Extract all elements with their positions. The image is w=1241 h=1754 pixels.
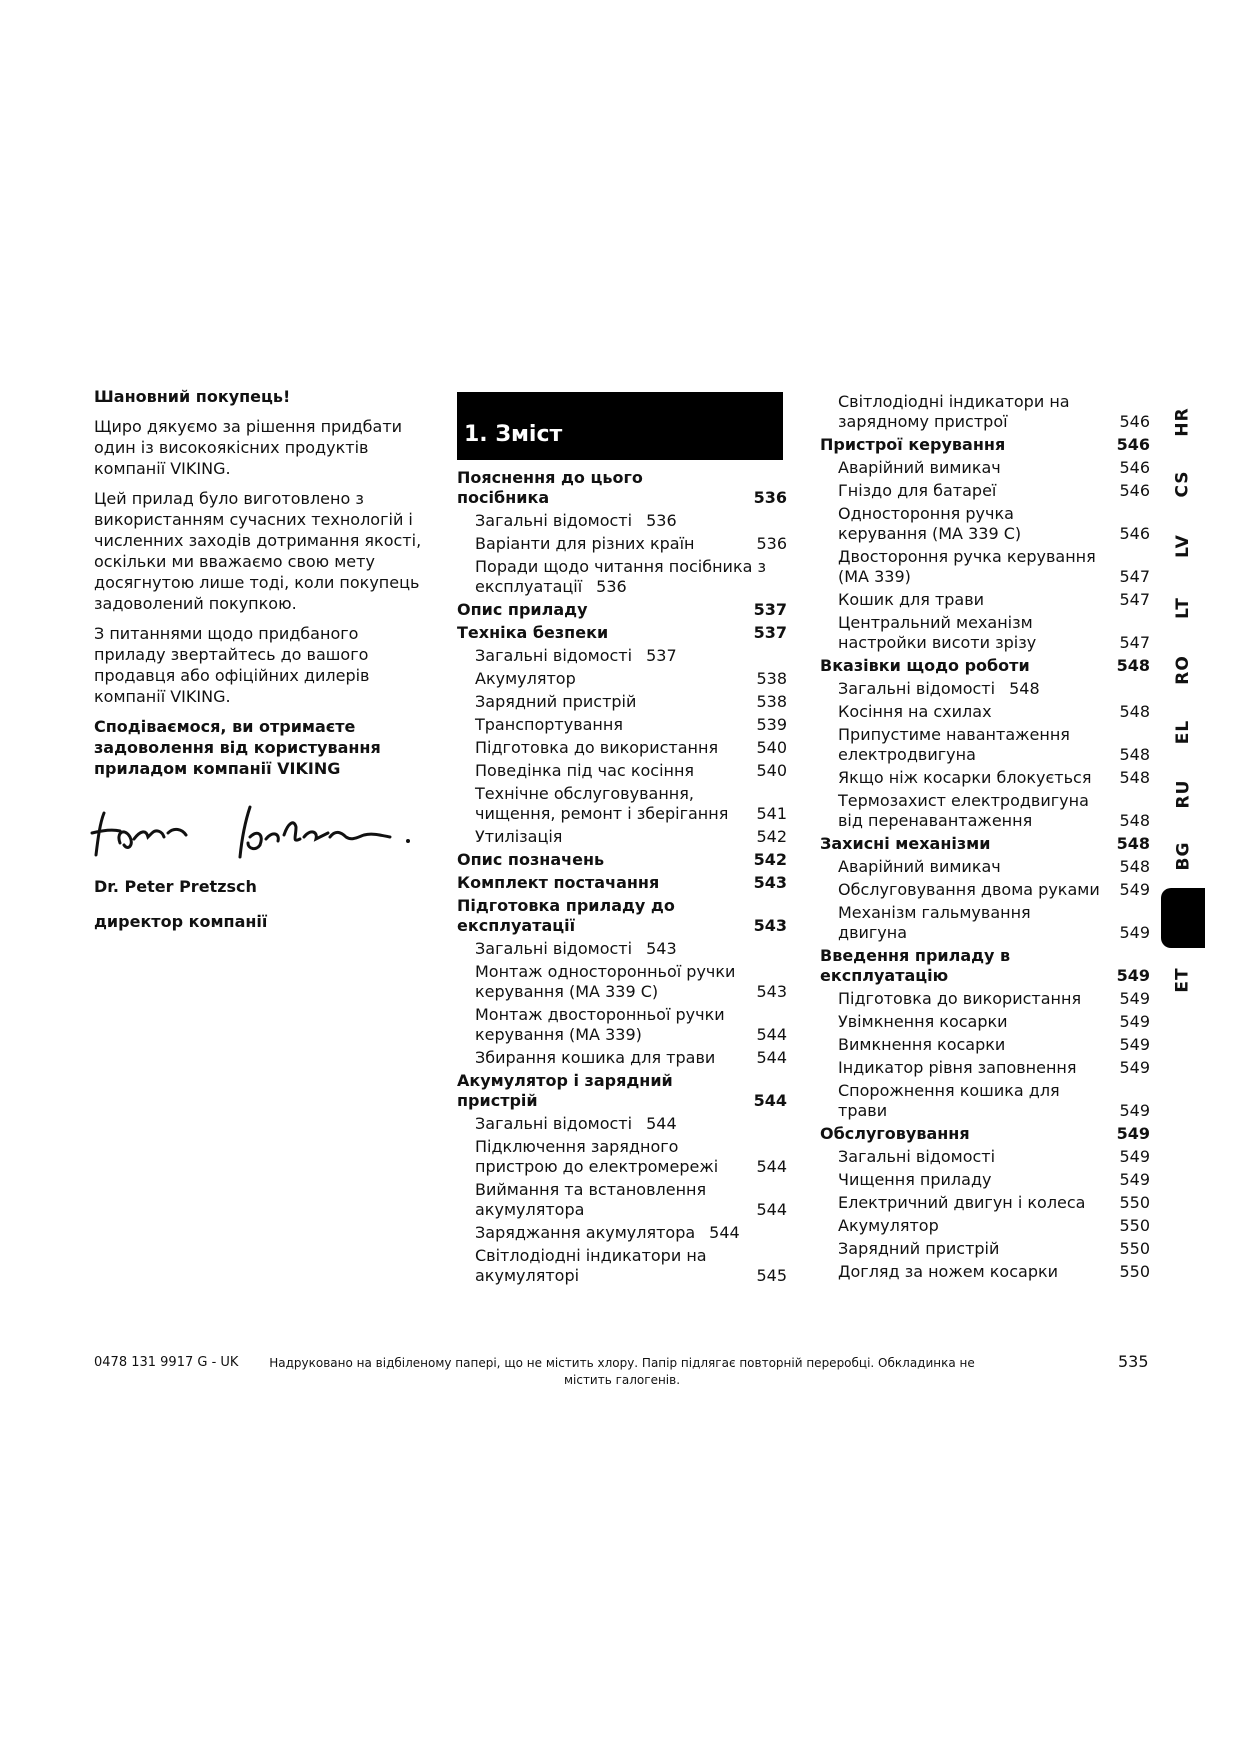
toc-entry-page: 548 — [1119, 857, 1150, 876]
toc-entry-title: Гніздо для батареї — [838, 481, 997, 500]
toc-subsection — [457, 962, 787, 1002]
toc-entry-title: Чищення приладу — [838, 1170, 992, 1189]
toc-subsection — [457, 692, 787, 712]
toc-entry-page: 537 — [753, 623, 787, 642]
toc-entry-page: 546 — [1116, 435, 1150, 454]
toc-entry-page: 549 — [1119, 989, 1150, 1008]
language-tab-lt — [1161, 578, 1205, 638]
toc-subsection — [820, 1193, 1150, 1213]
toc-subsection — [820, 590, 1150, 610]
toc-entry-page: 547 — [1119, 567, 1150, 586]
toc-entry-page: 549 — [1119, 1170, 1150, 1189]
toc-entry-title: Підготовка до використання — [475, 738, 719, 757]
toc-subsection — [457, 1114, 787, 1134]
toc-entry-title: Захисні механізми — [820, 834, 991, 853]
toc-subsection — [457, 761, 787, 781]
toc-subsection — [820, 768, 1150, 788]
toc-entry-title: Вказівки щодо роботи — [820, 656, 1030, 675]
toc-entry-title: Увімкнення косарки — [838, 1012, 1008, 1031]
language-tab-label: LT — [1173, 597, 1193, 619]
toc-entry-page: 549 — [1116, 966, 1150, 985]
toc-entry-page: 546 — [1119, 412, 1150, 431]
toc-entry-page: 544 — [753, 1091, 787, 1110]
signer-name: Dr. Peter Pretzsch — [94, 877, 257, 896]
language-tab-lv — [1161, 516, 1205, 576]
toc-entry-page: 545 — [756, 1266, 787, 1285]
toc-subsection — [820, 481, 1150, 501]
toc-entry-title: Монтаж двосторонньої ручки керування (MA 339) — [475, 1005, 725, 1044]
toc-entry-title: Загальні відомості 544 — [475, 1114, 677, 1133]
toc-entry-page: 548 — [1116, 656, 1150, 675]
toc-entry-title: Монтаж односторонньої ручки керування (MA 339 C) — [475, 962, 736, 1001]
toc-entry-title: Механізм гальмування двигуна — [838, 903, 1031, 942]
toc-entry-title: Загальні відомості 536 — [475, 511, 677, 530]
toc-entry-title: Загальні відомості 543 — [475, 939, 677, 958]
toc-entry-page: 536 — [596, 577, 627, 596]
language-tab-uk — [1161, 888, 1205, 948]
language-tab-bg — [1161, 826, 1205, 886]
toc-entry-page: 539 — [756, 715, 787, 734]
toc-entry-title: Збирання кошика для трави — [475, 1048, 716, 1067]
toc-subsection — [457, 738, 787, 758]
toc-entry-page: 536 — [753, 488, 787, 507]
toc-subsection — [820, 1239, 1150, 1259]
toc-entry-page: 549 — [1119, 1058, 1150, 1077]
toc-entry-title: Обслуговування — [820, 1124, 970, 1143]
toc-entry-page: 550 — [1119, 1262, 1150, 1281]
toc-subsection — [820, 1262, 1150, 1282]
toc-entry-title: Загальні відомості 537 — [475, 646, 677, 665]
toc-entry-page: 543 — [646, 939, 677, 958]
language-tab-label: LV — [1173, 534, 1193, 558]
language-tab-el — [1161, 702, 1205, 762]
toc-entry-page: 550 — [1119, 1216, 1150, 1235]
toc-entry-title: Технічне обслуговування, чищення, ремонт і зберігання — [475, 784, 729, 823]
toc-entry-page: 542 — [756, 827, 787, 846]
toc-entry-title: Заряджання акумулятора 544 — [475, 1223, 740, 1242]
toc-entry-page: 547 — [1119, 590, 1150, 609]
toc-subsection — [820, 1081, 1150, 1121]
toc-entry-title: Одностороння ручка керування (MA 339 C) — [838, 504, 1022, 543]
toc-subsection — [820, 679, 1150, 699]
toc-entry-title: Світлодіодні індикатори на зарядному пристрої — [838, 392, 1070, 431]
toc-subsection — [457, 534, 787, 554]
toc-entry-title: Виймання та встановлення акумулятора — [475, 1180, 707, 1219]
toc-subsection — [457, 557, 787, 597]
toc-section — [457, 600, 787, 620]
toc-entry-title: Косіння на схилах — [838, 702, 992, 721]
toc-entry-page: 550 — [1119, 1193, 1150, 1212]
toc-entry-page: 541 — [756, 804, 787, 823]
toc-entry-page: 546 — [1119, 481, 1150, 500]
toc-entry-title: Обслуговування двома руками — [838, 880, 1100, 899]
toc-entry-page: 548 — [1119, 811, 1150, 830]
toc-entry-page: 548 — [1119, 702, 1150, 721]
toc-entry-page: 549 — [1116, 1124, 1150, 1143]
toc-entry-page: 548 — [1119, 745, 1150, 764]
toc-entry-page: 546 — [1119, 458, 1150, 477]
toc-section — [457, 468, 787, 508]
language-tab-cs — [1161, 454, 1205, 514]
toc-entry-title: Акумулятор — [475, 669, 576, 688]
toc-entry-title: Варіанти для різних країн — [475, 534, 695, 553]
toc-entry-page: 549 — [1119, 1035, 1150, 1054]
language-tab-label: EL — [1172, 719, 1193, 745]
toc-entry-title: Транспортування — [475, 715, 623, 734]
toc-section — [457, 873, 787, 893]
language-tab-label: RU — [1173, 779, 1193, 809]
toc-subsection — [820, 702, 1150, 722]
toc-entry-title: Зарядний пристрій — [838, 1239, 1000, 1258]
toc-entry-title: Загальні відомості 548 — [838, 679, 1040, 698]
toc-subsection — [820, 1170, 1150, 1190]
toc-subsection — [457, 827, 787, 847]
toc-entry-title: Підготовка до використання — [838, 989, 1082, 1008]
language-tab-ru — [1161, 764, 1205, 824]
toc-entry-page: 543 — [753, 916, 787, 935]
toc-subsection — [820, 392, 1150, 432]
toc-entry-title: Акумулятор і зарядний пристрій — [457, 1071, 673, 1110]
toc-subsection — [457, 1246, 787, 1286]
toc-subsection — [820, 989, 1150, 1009]
toc-section — [457, 1071, 787, 1111]
toc-section — [457, 623, 787, 643]
paper-note: Надруковано на відбіленому папері, що не містить хлору. Папір підлягає повторній переробці. Обкладинка не містить галогенів. — [269, 1356, 975, 1387]
toc-entry-page: 544 — [756, 1025, 787, 1044]
toc-entry-title: Пояснення до цього посібника — [457, 468, 643, 507]
toc-entry-page: 537 — [753, 600, 787, 619]
toc-entry-title: Світлодіодні індикатори на акумуляторі — [475, 1246, 707, 1285]
toc-entry-page: 549 — [1119, 1101, 1150, 1120]
toc-entry-page: 536 — [646, 511, 677, 530]
toc-entry-title: Підключення зарядного пристрою до електромережі — [475, 1137, 719, 1176]
toc-subsection — [820, 1058, 1150, 1078]
toc-entry-title: Електричний двигун і колеса — [838, 1193, 1086, 1212]
language-tab-label: CS — [1172, 470, 1193, 498]
language-tab-hr — [1161, 392, 1205, 452]
toc-entry-page: 544 — [709, 1223, 740, 1242]
toc-section — [820, 834, 1150, 854]
letter-paragraph-3: З питаннями щодо придбаного приладу звертайтесь до вашого продавця або офіційних дилерів компанії VIKING. — [94, 624, 370, 706]
toc-entry-page: 549 — [1119, 923, 1150, 942]
toc-entry-page: 548 — [1116, 834, 1150, 853]
toc-entry-page: 542 — [753, 850, 787, 869]
toc-subsection — [820, 880, 1150, 900]
toc-subsection — [457, 1005, 787, 1045]
toc-entry-page: 544 — [646, 1114, 677, 1133]
language-tab-label: RO — [1172, 655, 1193, 685]
toc-subsection — [457, 511, 787, 531]
toc-subsection — [457, 939, 787, 959]
toc-subsection — [820, 903, 1150, 943]
toc-entry-page: 538 — [756, 692, 787, 711]
toc-entry-title: Техніка безпеки — [457, 623, 609, 642]
toc-column-3 — [820, 392, 1150, 1285]
toc-subsection — [820, 1035, 1150, 1055]
document-code: 0478 131 9917 G - UK — [94, 1355, 239, 1370]
toc-entry-page: 548 — [1119, 768, 1150, 787]
toc-entry-title: Акумулятор — [838, 1216, 939, 1235]
toc-subsection — [457, 1137, 787, 1177]
toc-section — [820, 435, 1150, 455]
toc-entry-title: Опис позначень — [457, 850, 605, 869]
handwritten-signature — [90, 793, 430, 873]
toc-entry-title: Аварійний вимикач — [838, 857, 1001, 876]
toc-entry-page: 540 — [756, 761, 787, 780]
letter-greeting: Шановний покупець! — [94, 387, 291, 406]
toc-entry-title: Спорожнення кошика для трави — [838, 1081, 1060, 1120]
toc-subsection — [457, 669, 787, 689]
toc-title: 1. Зміст — [464, 422, 563, 447]
toc-entry-page: 544 — [756, 1157, 787, 1176]
toc-entry-page: 549 — [1119, 1147, 1150, 1166]
toc-entry-title: Пристрої керування — [820, 435, 1006, 454]
signer-title: директор компанії — [94, 912, 268, 931]
toc-subsection — [820, 1216, 1150, 1236]
toc-entry-title: Центральний механізм настройки висоти зрізу — [838, 613, 1037, 652]
toc-entry-title: Індикатор рівня заповнення — [838, 1058, 1077, 1077]
letter — [94, 386, 424, 788]
toc-entry-title: Кошик для трави — [838, 590, 985, 609]
language-tabs — [1161, 392, 1205, 1012]
toc-header — [457, 392, 783, 460]
toc-section — [457, 850, 787, 870]
toc-section — [820, 946, 1150, 986]
toc-subsection — [457, 1180, 787, 1220]
toc-entry-title: Аварійний вимикач — [838, 458, 1001, 477]
page-number: 535 — [1118, 1352, 1149, 1371]
toc-entry-page: 537 — [646, 646, 677, 665]
toc-subsection — [820, 1012, 1150, 1032]
toc-entry-page: 546 — [1119, 524, 1150, 543]
toc-entry-page: 549 — [1119, 1012, 1150, 1031]
toc-entry-page: 536 — [756, 534, 787, 553]
toc-entry-page: 540 — [756, 738, 787, 757]
toc-entry-title: Комплект постачання — [457, 873, 660, 892]
toc-section — [820, 656, 1150, 676]
language-tab-label: ET — [1173, 967, 1193, 993]
toc-column-2 — [457, 468, 787, 1289]
language-tab-et — [1161, 950, 1205, 1010]
toc-entry-title: Введення приладу в експлуатацію — [820, 946, 1011, 985]
toc-subsection — [820, 547, 1150, 587]
letter-paragraph-1: Щиро дякуємо за рішення придбати один із високоякісних продуктів компанії VIKING. — [94, 417, 403, 478]
toc-subsection — [457, 646, 787, 666]
toc-section — [457, 896, 787, 936]
toc-subsection — [457, 1048, 787, 1068]
toc-subsection — [457, 1223, 787, 1243]
toc-entry-title: Догляд за ножем косарки — [838, 1262, 1059, 1281]
toc-entry-page: 543 — [756, 982, 787, 1001]
toc-subsection — [820, 725, 1150, 765]
toc-entry-title: Підготовка приладу до експлуатації — [457, 896, 675, 935]
toc-entry-title: Вимкнення косарки — [838, 1035, 1006, 1054]
toc-subsection — [820, 1147, 1150, 1167]
toc-entry-title: Термозахист електродвигуна від перенавантаження — [838, 791, 1089, 830]
toc-entry-title: Поради щодо читання посібника з експлуатації 536 — [475, 557, 767, 596]
toc-entry-title: Опис приладу — [457, 600, 588, 619]
letter-closing: Сподіваємося, ви отримаєте задоволення від користування приладом компанії VIKING — [94, 717, 381, 778]
toc-entry-page: 548 — [1009, 679, 1040, 698]
toc-entry-title: Поведінка під час косіння — [475, 761, 695, 780]
toc-entry-page: 550 — [1119, 1239, 1150, 1258]
toc-subsection — [457, 784, 787, 824]
toc-subsection — [457, 715, 787, 735]
toc-entry-page: 543 — [753, 873, 787, 892]
toc-subsection — [820, 458, 1150, 478]
toc-entry-title: Якщо ніж косарки блокується — [838, 768, 1092, 787]
toc-entry-page: 544 — [756, 1048, 787, 1067]
language-tab-label: HR — [1172, 407, 1193, 437]
toc-subsection — [820, 613, 1150, 653]
letter-paragraph-2: Цей прилад було виготовлено з використанням сучасних технологій і численних заходів дотримання якості, оскільки ми вважаємо свою мету досягнутою лише тоді, коли покупець задоволений покупкою. — [94, 489, 422, 613]
language-tab-label: BG — [1172, 841, 1193, 871]
toc-subsection — [820, 504, 1150, 544]
toc-subsection — [820, 857, 1150, 877]
toc-entry-title: Припустиме навантаження електродвигуна — [838, 725, 1070, 764]
toc-entry-title: Утилізація — [475, 827, 563, 846]
toc-entry-page: 549 — [1119, 880, 1150, 899]
language-tab-ro — [1161, 640, 1205, 700]
toc-entry-page: 538 — [756, 669, 787, 688]
toc-entry-page: 544 — [756, 1200, 787, 1219]
toc-subsection — [820, 791, 1150, 831]
toc-section — [820, 1124, 1150, 1144]
toc-entry-page: 547 — [1119, 633, 1150, 652]
toc-entry-title: Зарядний пристрій — [475, 692, 637, 711]
toc-entry-title: Загальні відомості — [838, 1147, 996, 1166]
toc-entry-title: Двостороння ручка керування (MA 339) — [838, 547, 1096, 586]
